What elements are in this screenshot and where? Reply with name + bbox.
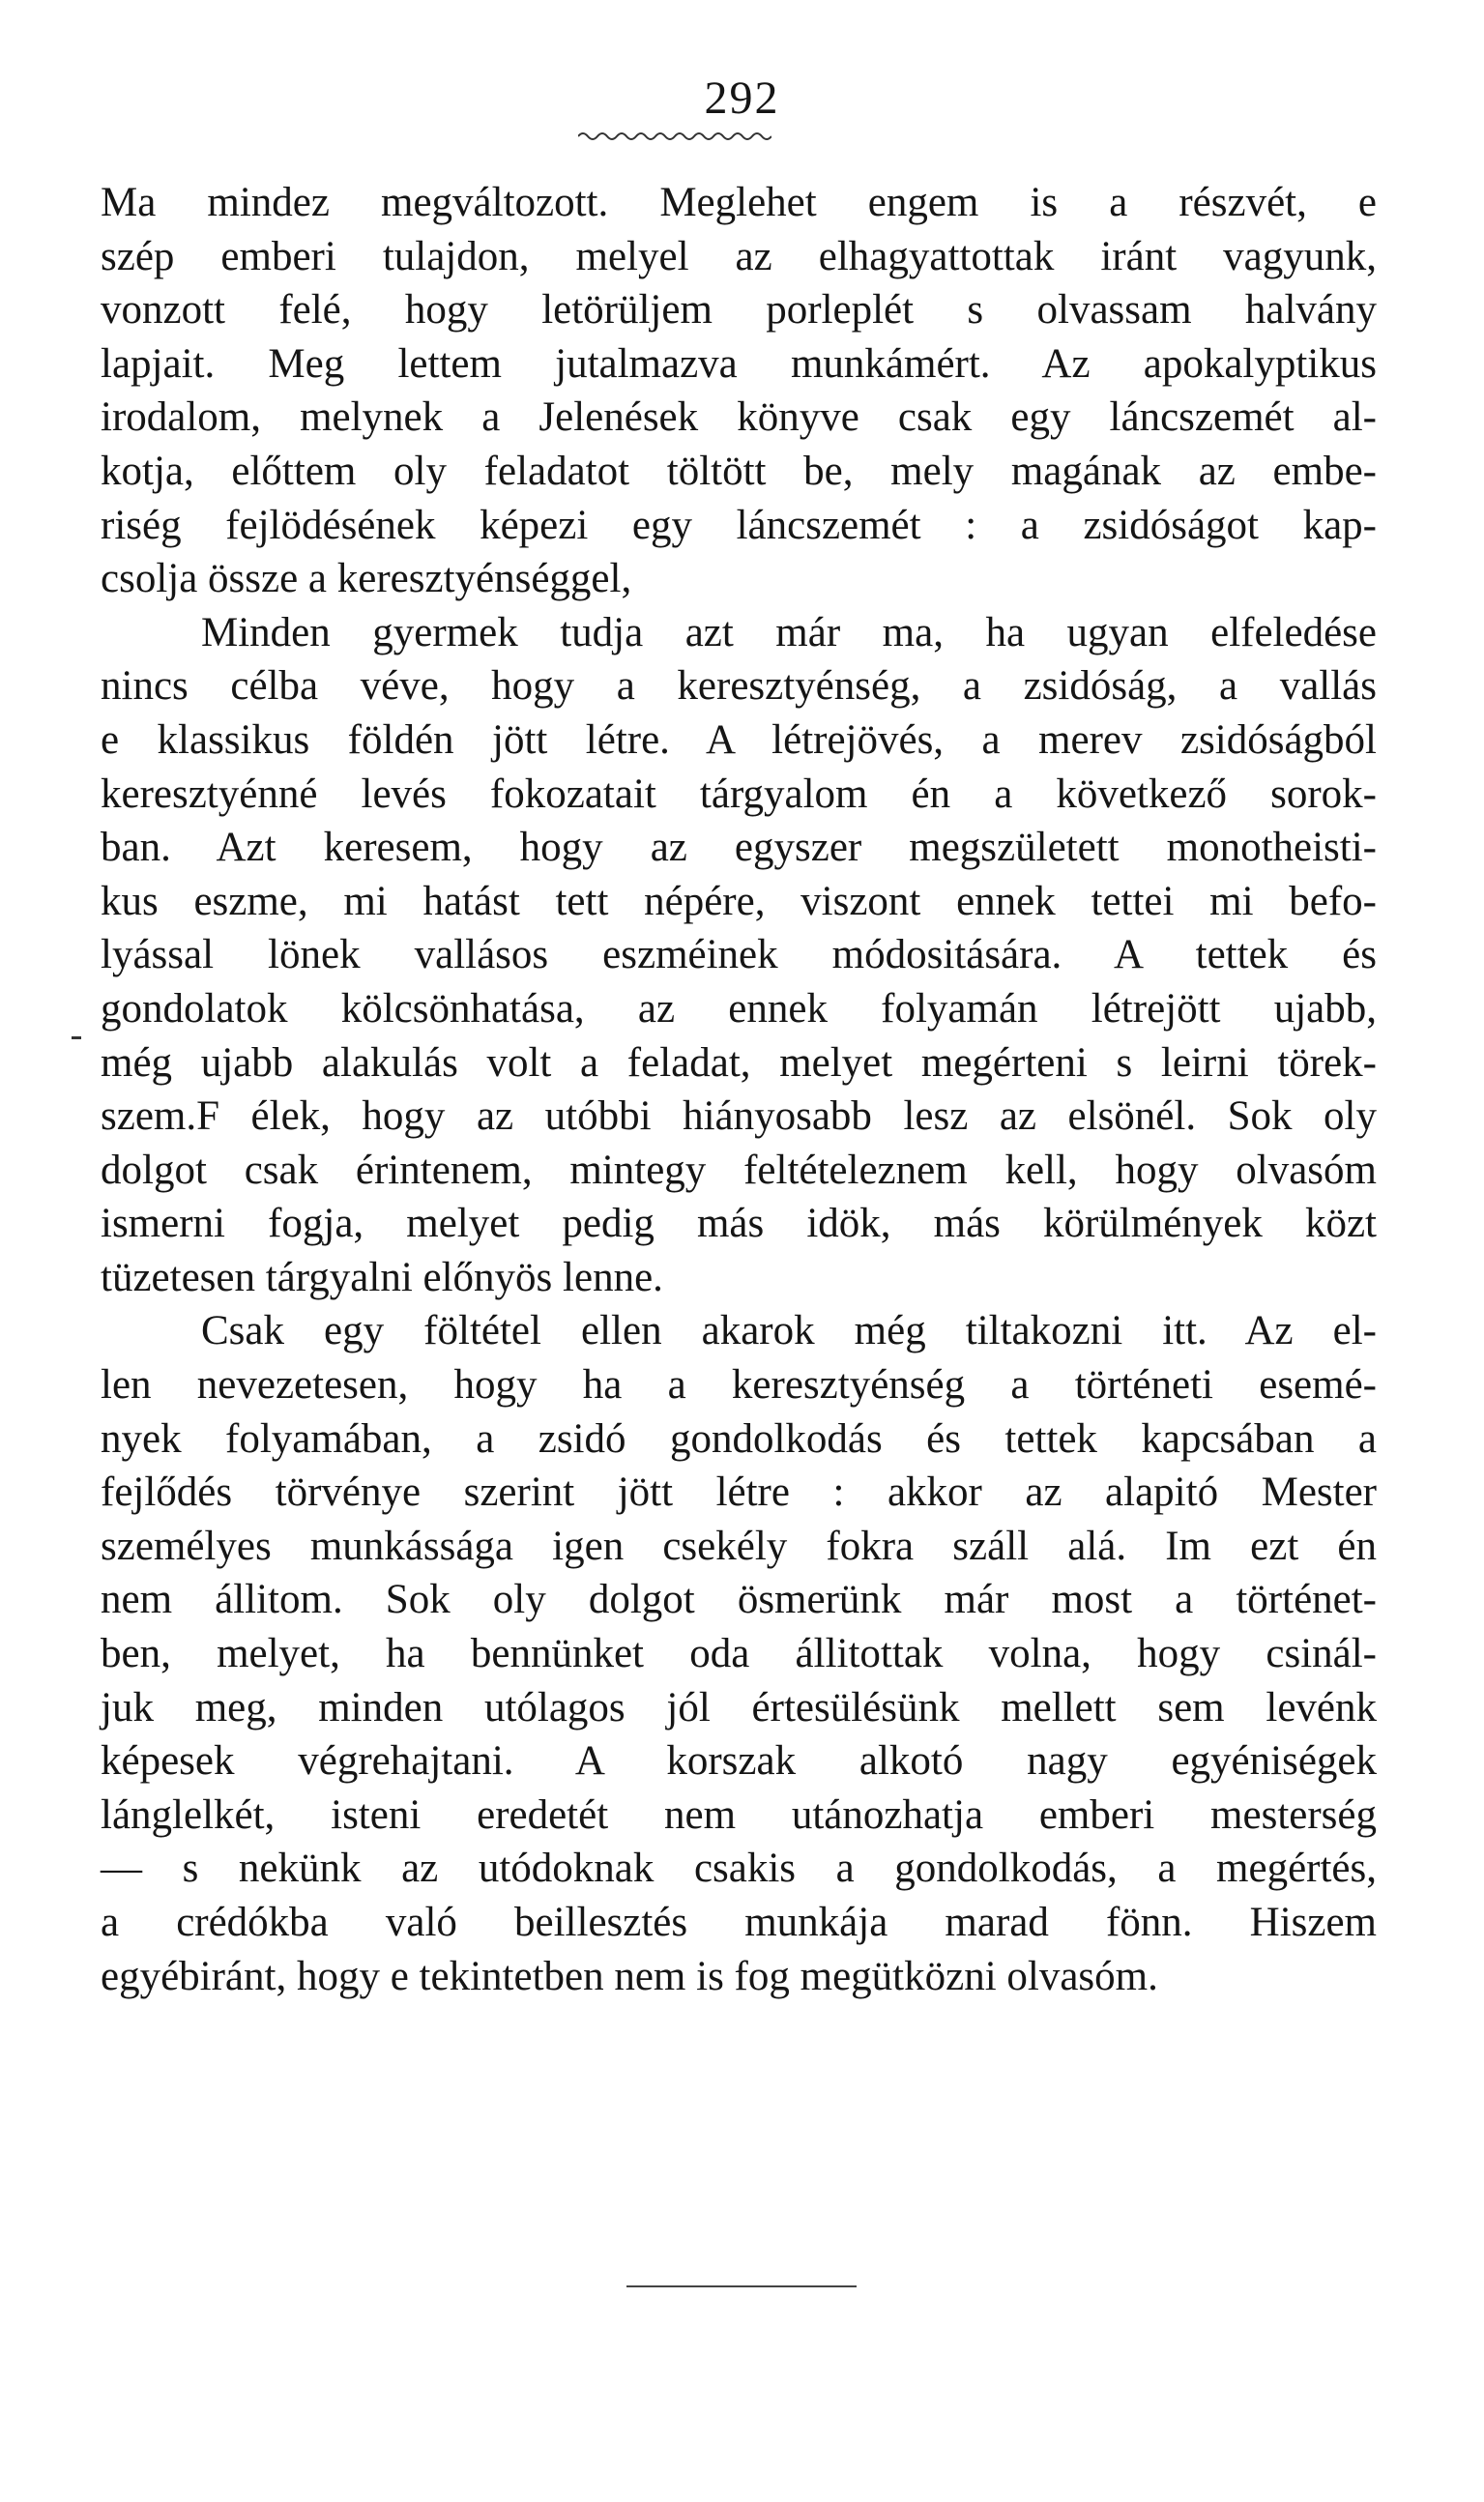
text-line: gondolatok kölcsönhatása, az ennek folyamán létrejött ujabb, xyxy=(101,985,1377,1032)
text-line: nem állitom. Sok oly dolgot ösmerünk már most a történet- xyxy=(101,1577,1377,1623)
text-line: a crédókba való beillesztés munkája marad fönn. Hiszem xyxy=(101,1900,1377,1945)
text-line: szem.F élek, hogy az utóbbi hiányosabb lesz az elsönél. Sok oly xyxy=(101,1093,1377,1140)
paragraph-2 xyxy=(101,606,1377,1305)
text-line: keresztyénné levés fokozatait tárgyalom én a következő sorok- xyxy=(101,771,1377,817)
text-line: szép emberi tulajdon, melyel az elhagyattottak iránt vagyunk, xyxy=(101,233,1377,279)
text-line: kus eszme, mi hatást tett népére, viszont ennek tettei mi befo- xyxy=(101,878,1377,924)
text-line: — s nekünk az utódoknak csakis a gondolkodás, a megértés, xyxy=(101,1846,1377,1892)
paragraph-1 xyxy=(101,176,1377,606)
text-line: Ma mindez megváltozott. Meglehet engem is a részvét, e xyxy=(101,180,1377,225)
text-line: tüzetesen tárgyalni előnyös lenne. xyxy=(101,1254,663,1300)
text-line: riség fejlödésének képezi egy láncszemét : a zsidóságot kap- xyxy=(101,502,1377,548)
text-line: nyek folyamában, a zsidó gondolkodás és tettek kapcsában a xyxy=(101,1415,1377,1462)
text-line: fejlődés törvénye szerint jött létre : akkor az alapitó Mester xyxy=(101,1469,1377,1516)
text-line: ban. Azt keresem, hogy az egyszer megszületett monotheisti- xyxy=(101,825,1377,871)
text-line: dolgot csak érintenem, mintegy feltételeznem kell, hogy olvasóm xyxy=(101,1147,1377,1193)
text-line: képesek végrehajtani. A korszak alkotó nagy egyéniségek xyxy=(101,1738,1377,1785)
text-line: vonzott felé, hogy letörüljem porleplét s olvassam halvány xyxy=(101,287,1377,334)
text-line: lapjait. Meg lettem jutalmazva munkámért. Az apokalyptikus xyxy=(101,340,1377,387)
text-line: e klassikus földén jött létre. A létrejövés, a merev zsidóságból xyxy=(101,716,1377,763)
text-line: csolja össze a keresztyénséggel, xyxy=(101,556,632,602)
text-line: egyébiránt, hogy e tekintetben nem is fog megütközni olvasóm. xyxy=(101,1953,1158,1999)
text-line: lánglelkét, isteni eredetét nem utánozhatja emberi mesterség xyxy=(101,1791,1377,1838)
text-line: Minden gyermek tudja azt már ma, ha ugyan elfeledése xyxy=(201,609,1377,655)
closing-rule xyxy=(626,2285,857,2287)
text-line: ben, melyet, ha bennünket oda állitottak volna, hogy csinál- xyxy=(101,1631,1377,1677)
body-text xyxy=(101,176,1377,2003)
text-line: lyással lönek vallásos eszméinek módositására. A tettek és xyxy=(101,932,1377,978)
paragraph-3 xyxy=(101,1304,1377,2003)
text-line: irodalom, melynek a Jelenések könyve csak egy láncszemét al- xyxy=(101,394,1377,441)
text-line: ismerni fogja, melyet pedig más idök, más körülmények közt xyxy=(101,1201,1377,1247)
wavy-ornament xyxy=(578,130,771,143)
text-line: személyes munkássága igen csekély fokra száll alá. Im ezt én xyxy=(101,1523,1377,1569)
text-line: len nevezetesen, hogy ha a keresztyénség a történeti esemé- xyxy=(101,1362,1377,1409)
text-line: juk meg, minden utólagos jól értesülésünk mellett sem levénk xyxy=(101,1684,1377,1731)
margin-mark xyxy=(72,1036,81,1039)
text-line: Csak egy föltétel ellen akarok még tiltakozni itt. Az el- xyxy=(201,1308,1377,1354)
text-line: még ujabb alakulás volt a feladat, melyet megérteni s leirni törek- xyxy=(101,1039,1377,1086)
text-line: nincs célba véve, hogy a keresztyénség, a zsidóság, a vallás xyxy=(101,663,1377,710)
page-number: 292 xyxy=(704,73,780,124)
text-line: kotja, előttem oly feladatot töltött be, mely magának az embe- xyxy=(101,448,1377,494)
